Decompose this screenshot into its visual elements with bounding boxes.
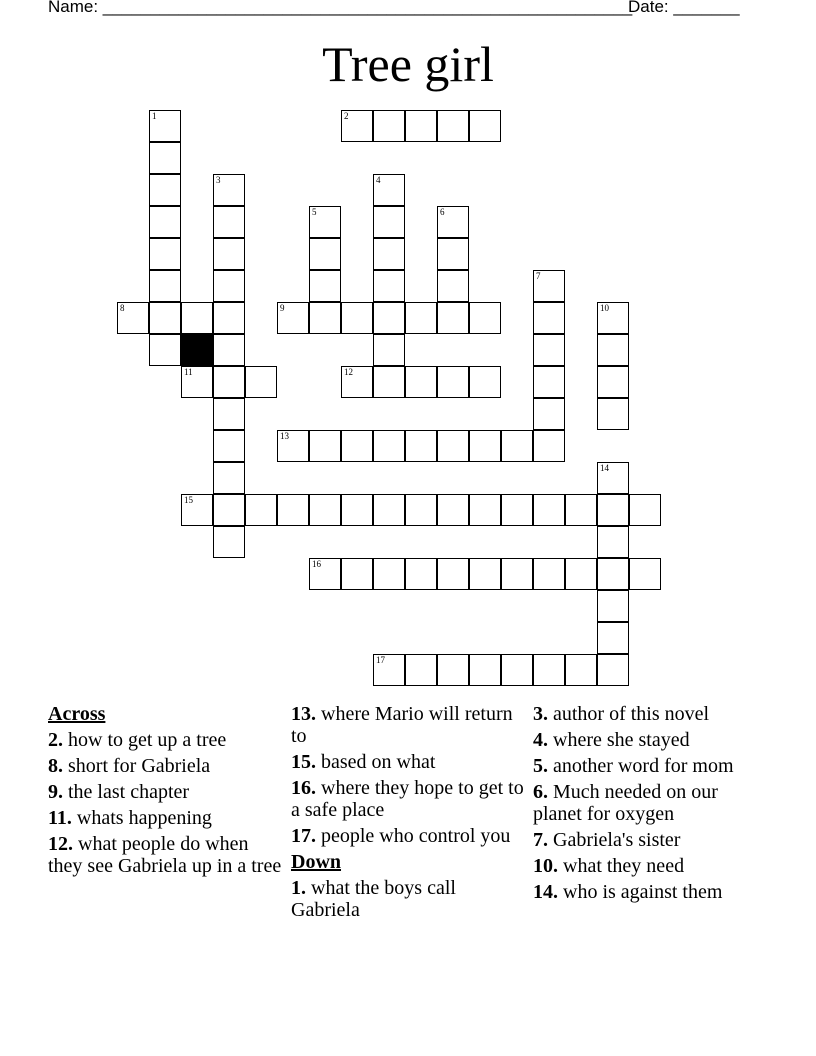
clue-text: where they hope to get to a safe place [291, 777, 524, 821]
grid-cell[interactable] [245, 494, 277, 526]
clue-number: 8 [120, 303, 125, 313]
clue-number: 10 [600, 303, 609, 313]
grid-cell[interactable] [341, 494, 373, 526]
grid-cell[interactable] [149, 302, 181, 334]
across-clue [291, 777, 527, 821]
down-clue [533, 703, 769, 725]
grid-cell[interactable] [117, 302, 149, 334]
grid-cell[interactable] [437, 558, 469, 590]
grid-cell[interactable] [437, 302, 469, 334]
clue-number-label: 8. [48, 755, 63, 777]
clue-text: what they need [558, 855, 685, 877]
clue-number-label: 9. [48, 781, 63, 803]
clue-number: 5 [312, 207, 317, 217]
grid-cell[interactable] [469, 110, 501, 142]
grid-cell[interactable] [341, 366, 373, 398]
grid-cell[interactable] [629, 558, 661, 590]
grid-cell[interactable] [373, 302, 405, 334]
grid-cell[interactable] [149, 334, 181, 366]
grid-cell[interactable] [309, 206, 341, 238]
grid-cell[interactable] [469, 302, 501, 334]
grid-cell[interactable] [149, 174, 181, 206]
grid-cell[interactable] [341, 110, 373, 142]
clue-number: 9 [280, 303, 285, 313]
grid-cell[interactable] [597, 590, 629, 622]
grid-cell[interactable] [501, 558, 533, 590]
grid-cell[interactable] [597, 494, 629, 526]
across-clue [291, 825, 527, 847]
clue-number: 2 [344, 111, 349, 121]
clue-number-label: 4. [533, 729, 548, 751]
clue-text: where Mario will return to [291, 703, 513, 747]
clue-text: the last chapter [63, 781, 190, 803]
grid-cell[interactable] [469, 558, 501, 590]
grid-cell[interactable] [309, 302, 341, 334]
down-clue [533, 881, 769, 903]
grid-cell[interactable] [341, 558, 373, 590]
clue-number: 17 [376, 655, 385, 665]
grid-cell[interactable] [469, 430, 501, 462]
grid-cell[interactable] [149, 110, 181, 142]
across-clue [48, 755, 284, 777]
clue-number-label: 16. [291, 777, 316, 799]
grid-cell[interactable] [501, 430, 533, 462]
grid-cell[interactable] [405, 430, 437, 462]
clue-number: 7 [536, 271, 541, 281]
grid-cell[interactable] [373, 238, 405, 270]
clue-number: 15 [184, 495, 193, 505]
grid-cell[interactable] [597, 526, 629, 558]
clue-text: how to get up a tree [63, 729, 227, 751]
grid-cell[interactable] [533, 558, 565, 590]
clue-number: 3 [216, 175, 221, 185]
grid-cell[interactable] [181, 302, 213, 334]
clue-number-label: 14. [533, 881, 558, 903]
grid-cell[interactable] [309, 270, 341, 302]
grid-cell[interactable] [565, 558, 597, 590]
name-field[interactable]: Name: ________________________________________________________ [48, 0, 633, 16]
grid-cell[interactable] [533, 494, 565, 526]
grid-cell[interactable] [213, 366, 245, 398]
down-clue [291, 877, 527, 921]
grid-cell[interactable] [373, 174, 405, 206]
grid-cell[interactable] [309, 430, 341, 462]
grid-cell[interactable] [501, 494, 533, 526]
grid-cell[interactable] [533, 398, 565, 430]
clue-number-label: 13. [291, 703, 316, 725]
grid-cell[interactable] [597, 334, 629, 366]
grid-cell[interactable] [405, 494, 437, 526]
clue-number: 11 [184, 367, 193, 377]
grid-cell[interactable] [565, 494, 597, 526]
clue-number-label: 7. [533, 829, 548, 851]
grid-cell[interactable] [341, 302, 373, 334]
clue-column-1 [48, 703, 284, 881]
clue-column-3 [533, 703, 769, 907]
grid-cell[interactable] [437, 110, 469, 142]
grid-cell[interactable] [405, 110, 437, 142]
clue-number: 1 [152, 111, 157, 121]
grid-cell[interactable] [405, 366, 437, 398]
clue-number: 13 [280, 431, 289, 441]
clue-text: based on what [316, 751, 436, 773]
grid-cell[interactable] [469, 366, 501, 398]
across-clue [48, 781, 284, 803]
grid-cell[interactable] [213, 302, 245, 334]
down-clue [533, 781, 769, 825]
grid-cell[interactable] [213, 270, 245, 302]
clue-number-label: 6. [533, 781, 548, 803]
across-heading: Across [48, 703, 106, 725]
clue-text: Gabriela's sister [548, 829, 681, 851]
grid-cell[interactable] [309, 494, 341, 526]
grid-cell[interactable] [469, 494, 501, 526]
clue-number-label: 1. [291, 877, 306, 899]
clue-text: author of this novel [548, 703, 710, 725]
down-clue [533, 829, 769, 851]
puzzle-title: Tree girl [322, 36, 494, 92]
grid-cell[interactable] [501, 654, 533, 686]
across-clue [48, 807, 284, 829]
grid-cell[interactable] [213, 398, 245, 430]
grid-cell[interactable] [629, 494, 661, 526]
clue-number: 4 [376, 175, 381, 185]
clue-text: whats happening [71, 807, 212, 829]
grid-cell[interactable] [213, 174, 245, 206]
grid-cell[interactable] [245, 366, 277, 398]
clue-text: what people do when they see Gabriela up in a tree [48, 833, 282, 877]
grid-cell[interactable] [437, 270, 469, 302]
across-clue [48, 729, 284, 751]
clue-number-label: 11. [48, 807, 72, 829]
grid-cell[interactable] [597, 462, 629, 494]
grid-cell[interactable] [597, 654, 629, 686]
grid-cell[interactable] [373, 206, 405, 238]
clue-text: short for Gabriela [63, 755, 211, 777]
clue-number-label: 10. [533, 855, 558, 877]
grid-cell[interactable] [149, 206, 181, 238]
down-clue [533, 855, 769, 877]
clue-number: 14 [600, 463, 609, 473]
grid-cell[interactable] [437, 238, 469, 270]
grid-cell[interactable] [373, 334, 405, 366]
grid-cell[interactable] [213, 494, 245, 526]
clue-text: who is against them [558, 881, 723, 903]
clue-text: where she stayed [548, 729, 690, 751]
grid-cell[interactable] [373, 366, 405, 398]
grid-cell[interactable] [149, 142, 181, 174]
clue-number-label: 3. [533, 703, 548, 725]
grid-cell[interactable] [533, 302, 565, 334]
grid-cell[interactable] [373, 270, 405, 302]
grid-cell[interactable] [469, 654, 501, 686]
clue-number: 16 [312, 559, 321, 569]
grid-cell[interactable] [533, 654, 565, 686]
grid-cell[interactable] [149, 270, 181, 302]
clue-number-label: 12. [48, 833, 73, 855]
grid-cell[interactable] [437, 494, 469, 526]
grid-cell[interactable] [597, 558, 629, 590]
grid-cell[interactable] [437, 366, 469, 398]
black-square [181, 334, 213, 366]
grid-cell[interactable] [533, 334, 565, 366]
grid-cell[interactable] [277, 302, 309, 334]
grid-cell[interactable] [213, 462, 245, 494]
grid-cell[interactable] [181, 494, 213, 526]
grid-cell[interactable] [373, 110, 405, 142]
grid-cell[interactable] [373, 494, 405, 526]
clue-number: 12 [344, 367, 353, 377]
clue-text: people who control you [316, 825, 511, 847]
grid-cell[interactable] [277, 494, 309, 526]
grid-cell[interactable] [533, 430, 565, 462]
date-field[interactable]: Date: _______ [628, 0, 740, 16]
clue-number: 6 [440, 207, 445, 217]
grid-cell[interactable] [213, 526, 245, 558]
grid-cell[interactable] [373, 654, 405, 686]
clue-number-label: 17. [291, 825, 316, 847]
across-clue [48, 833, 284, 877]
grid-cell[interactable] [309, 238, 341, 270]
clue-number-label: 2. [48, 729, 63, 751]
grid-cell[interactable] [405, 302, 437, 334]
grid-cell[interactable] [597, 302, 629, 334]
grid-cell[interactable] [213, 334, 245, 366]
across-clue [291, 703, 527, 747]
grid-cell[interactable] [149, 238, 181, 270]
grid-cell[interactable] [309, 558, 341, 590]
down-clue [533, 729, 769, 751]
grid-cell[interactable] [437, 206, 469, 238]
grid-cell[interactable] [373, 558, 405, 590]
grid-cell[interactable] [533, 366, 565, 398]
down-heading: Down [291, 851, 342, 873]
grid-cell[interactable] [597, 398, 629, 430]
clue-number-label: 15. [291, 751, 316, 773]
clue-text: what the boys call Gabriela [291, 877, 456, 921]
across-clue [291, 751, 527, 773]
grid-cell[interactable] [373, 430, 405, 462]
grid-cell[interactable] [533, 270, 565, 302]
grid-cell[interactable] [213, 430, 245, 462]
grid-cell[interactable] [597, 366, 629, 398]
down-clue [533, 755, 769, 777]
clue-text: another word for mom [548, 755, 734, 777]
grid-cell[interactable] [597, 622, 629, 654]
grid-cell[interactable] [437, 654, 469, 686]
grid-cell[interactable] [405, 654, 437, 686]
grid-cell[interactable] [565, 654, 597, 686]
grid-cell[interactable] [213, 238, 245, 270]
grid-cell[interactable] [277, 430, 309, 462]
grid-cell[interactable] [405, 558, 437, 590]
grid-cell[interactable] [213, 206, 245, 238]
grid-cell[interactable] [181, 366, 213, 398]
clue-column-2 [291, 703, 527, 925]
clue-text: Much needed on our planet for oxygen [533, 781, 718, 825]
grid-cell[interactable] [341, 430, 373, 462]
clue-number-label: 5. [533, 755, 548, 777]
grid-cell[interactable] [437, 430, 469, 462]
